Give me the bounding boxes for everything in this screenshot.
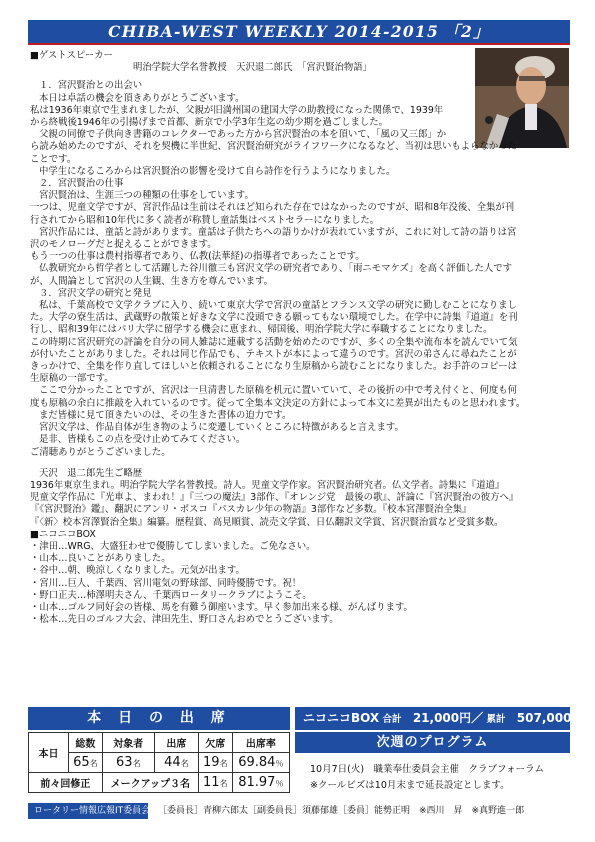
paragraph-line: 仏教研究から哲学者として活躍した谷川徹三も宮沢文学の研究者であり、「雨ニモマケズ」を高く評価した人です xyxy=(39,263,513,275)
niko-box-item: ・山本…良いことがありました。 xyxy=(30,553,171,565)
program-body xyxy=(310,762,544,794)
table-row xyxy=(29,753,290,773)
paragraph-line: 宮沢賢治は、生涯三つの種類の仕事をしています。 xyxy=(39,190,254,202)
paragraph-line: 宮沢作品には、童話と詩があります。童話は子供たちへの語りかけが表れていますが、これに対して詩の語りは宮 xyxy=(39,226,517,238)
section-1-title: １．宮沢賢治との出会い xyxy=(39,80,143,92)
absent-value: 19 xyxy=(203,755,220,770)
unit: 名 xyxy=(132,759,141,768)
niko-cumulative-value: 507,000円 xyxy=(516,711,584,725)
unit: 名 xyxy=(219,759,228,768)
bio-line: 1936年東京生まれ。明治学院大学名誉教授。詩人。児童文学作家。宮沢賢治研究者。仏文学者。詩集に『道道』 xyxy=(30,479,505,491)
col-rate: 出席率 xyxy=(232,733,289,753)
niko-box-item: ・山本…ゴルフ同好会の皆様、馬を有難う御座います。早く参加出来る様、がんばります。 xyxy=(30,601,413,613)
bio-line: 児童文学作品に『光車よ、まわれ！』『三つの魔法』3部作、『オレンジ党 最後の歌』、評論に『宮沢賢治の彼方へ』 xyxy=(30,492,519,504)
niko-box-item: ・松本…先日のゴルフ大会、津田先生、野口さんおめでとうございます。 xyxy=(30,614,339,626)
niko-box-bar xyxy=(295,707,584,730)
paragraph-line: 私は1936年東京で生まれましたが、父親が旧満州国の建国大学の助教授になった関係で、1939年 xyxy=(30,104,444,116)
niko-box-item: ・谷中…朝、晩涼しくなりました。元気が出ます。 xyxy=(30,565,245,577)
paragraph-line: 是非、皆様もこの点を受け止めてみてください。 xyxy=(39,434,246,446)
col-total: 総数 xyxy=(69,733,103,753)
paragraph-line: 行し、昭和39年にはパリ大学に留学する機会に恵まれ、帰国後、明治学院大学に奉職することになりました。 xyxy=(30,324,493,336)
unit: 名 xyxy=(180,759,189,768)
paragraph-line: もう一つの仕事は農村指導者であり、仏教(法華経)の指導者であったことです。 xyxy=(30,251,365,263)
paragraph-line: ことです。 xyxy=(30,153,77,165)
footer xyxy=(28,803,570,819)
col-absent: 欠席 xyxy=(198,733,232,753)
niko-box-heading: ■ニコニコBOX xyxy=(30,528,96,540)
prev-rate-cell xyxy=(232,773,289,793)
page-number: 「2」 xyxy=(444,22,490,41)
paragraph-line: 沢のモノローグだと捉えることができます。 xyxy=(30,239,217,251)
speaker-name-line: 明治学院大学名誉教授 天沢退二郎氏 「宮沢賢治物語」 xyxy=(132,62,373,74)
article-body xyxy=(30,50,570,626)
paragraph-line: が、人間論として宮沢の人生観、生き方を尊んでいます。 xyxy=(30,275,274,287)
table-row xyxy=(29,773,290,793)
paragraph-line: た。大学の寮生活は、武蔵野の散策と好きな文学に没頭できる願ってもない環境でした。在学中に詩集『道道』を刊 xyxy=(30,312,518,324)
niko-total-value: 21,000円／ xyxy=(412,711,484,725)
niko-box-item: ・津田…WRG、大盛狂わせで優勝してしまいました。ご免なさい。 xyxy=(30,540,316,552)
masthead-title: CHIBA-WEST WEEKLY 2014-2015 xyxy=(108,22,440,41)
unit: 名 xyxy=(219,779,228,788)
program-heading: 次週のプログラム xyxy=(295,732,570,753)
attendance-heading: 本 日 の 出 席 xyxy=(28,707,290,730)
prev-rate-value: 81.97 xyxy=(238,775,276,790)
paragraph-line: この時期に宮沢研究の評論を自分の同人雑誌に連載する活動を始めたのですが、多くの全集や流布本を読んでいて気 xyxy=(30,336,518,348)
prev-absent-cell xyxy=(198,773,232,793)
paragraph-line: まだ皆様に見て頂きたいのは、その生きた書体の迫力です。 xyxy=(39,409,292,421)
attendance-table xyxy=(28,732,290,793)
target-cell xyxy=(102,753,154,773)
paragraph-line: 一つは、児童文学ですが、宮沢作品は生前はそれほど知られた存在ではなかったのですが、昭和8年没後、全集が刊 xyxy=(30,202,515,214)
niko-cumulative-label: 累計 xyxy=(486,714,506,725)
paragraph-line: 私は、千葉高校で文学クラブに入り、続いて東京大学で宮沢の童話とフランス文学の研究に勤しむことになりまし xyxy=(39,300,517,312)
niko-box-item: ・宮川…巨人、千葉西、宮川電気の野球部、同時優勝です。祝！ xyxy=(30,577,302,589)
paragraph-line: 生原稿の一部です。 xyxy=(30,373,114,385)
total-cell xyxy=(69,753,103,773)
bio-line: 『〈新〉校本宮澤賢治全集』編纂。歴程賞、高見順賞、読売文学賞、日仏翻訳文学賞、宮沢賢治賞など受賞多数。 xyxy=(30,516,504,528)
paragraph-line: 度も原稿の余白に推敲を入れているのです。従って全集本文決定の方針によって本文に差異が出たものと思われます。 xyxy=(30,397,526,409)
prev-label: 前々回修正 xyxy=(29,773,103,793)
paragraph-line: ここで分かったことですが、宮沢は一旦清書した原稿を机元に置いていて、その後折の中で考え付くと、何度も何 xyxy=(39,385,517,397)
paragraph-line: 行されてから昭和10年代に多く読者が称賛し童話集はベストセラーになりました。 xyxy=(30,214,380,226)
paragraph-line: ご清聴ありがとうございました。 xyxy=(30,446,171,458)
paragraph-line: 父親の同僚で子供向き書籍のコレクターであった方から宮沢賢治の本を頂いて、「風の又三郎」か xyxy=(39,129,447,141)
col-target: 対象者 xyxy=(102,733,154,753)
rate-cell xyxy=(232,753,289,773)
unit: 名 xyxy=(89,759,98,768)
bio-line: 『《宮沢賢治》鑑』、翻訳にアンリ・ボスコ『パスカレ少年の物語』3部作など多数。『校本宮澤賢治全集』 xyxy=(30,504,472,516)
section-3-title: ３．宮沢文学の研究と発見 xyxy=(39,287,152,299)
paragraph-line: きっかけで、全集を作り直してほしいと依頼されることになり生原稿から読むことになりました。お手許のコピーは xyxy=(30,361,517,373)
bio-heading: 天沢 退二郎先生ご略歴 xyxy=(39,467,143,479)
masthead-rule xyxy=(28,43,570,45)
rate-value: 69.84 xyxy=(238,755,276,770)
target-value: 63 xyxy=(116,755,133,770)
speaker-heading: ■ゲストスピーカー xyxy=(30,50,113,61)
present-value: 44 xyxy=(164,755,181,770)
niko-box-item: ・野口正夫…柿澤明夫さん、千葉西ロータリークラブにようこそ。 xyxy=(30,589,312,601)
paragraph-line: 中学生になるころからは宮沢賢治の影響を受けて自ら詩作を行うようになりました。 xyxy=(39,165,396,177)
prev-absent-value: 11 xyxy=(203,775,220,790)
row-label-today: 本日 xyxy=(29,733,69,773)
col-present: 出席 xyxy=(154,733,198,753)
table-row xyxy=(29,733,290,753)
program-note: ※クールビズは10月末まで延長設定とします。 xyxy=(310,780,510,791)
makeup-label: メークアップ３名 xyxy=(102,773,198,793)
footer-roles: ［委員長］青柳六郎太［副委員長］須藤郁雄［委員］能勢正明 ※西川 昇 ※真野進一郎 xyxy=(158,806,525,816)
niko-box-label: ニコニコBOX xyxy=(303,711,380,725)
paragraph-line: 本日は卓話の機会を頂きありがとうございます。 xyxy=(39,92,245,104)
footer-committee: ロータリー情報広報IT委員会 xyxy=(28,803,148,819)
paragraph-line: から終戦後1946年の引揚げまで首都、新京で小学3年生迄の幼少期を過ごしました。 xyxy=(30,117,388,129)
absent-cell xyxy=(198,753,232,773)
unit: ％ xyxy=(275,779,284,788)
total-value: 65 xyxy=(73,755,90,770)
section-2-title: ２．宮沢賢治の仕事 xyxy=(39,178,124,190)
program-line: 10月7日(火) 職業奉仕委員会主催 クラブフォーラム xyxy=(310,764,544,775)
paragraph-line: が付いたことがありました。それは同じ作品でも、テキストが本によって違うのです。宮沢の弟さんに尋ねたことが xyxy=(30,348,517,360)
niko-total-label: 合計 xyxy=(382,714,402,725)
paragraph-line: ら読み始めたのですが、それを契機に半世紀、宮沢賢治研究がライフワークになるなど、当初は思いもよらなかった xyxy=(30,141,517,153)
unit: ％ xyxy=(275,759,284,768)
masthead xyxy=(28,20,570,43)
present-cell xyxy=(154,753,198,773)
paragraph-line: 宮沢文学は、作品自体が生き物のように変遷していくところに特徴があると言えます。 xyxy=(39,422,404,434)
